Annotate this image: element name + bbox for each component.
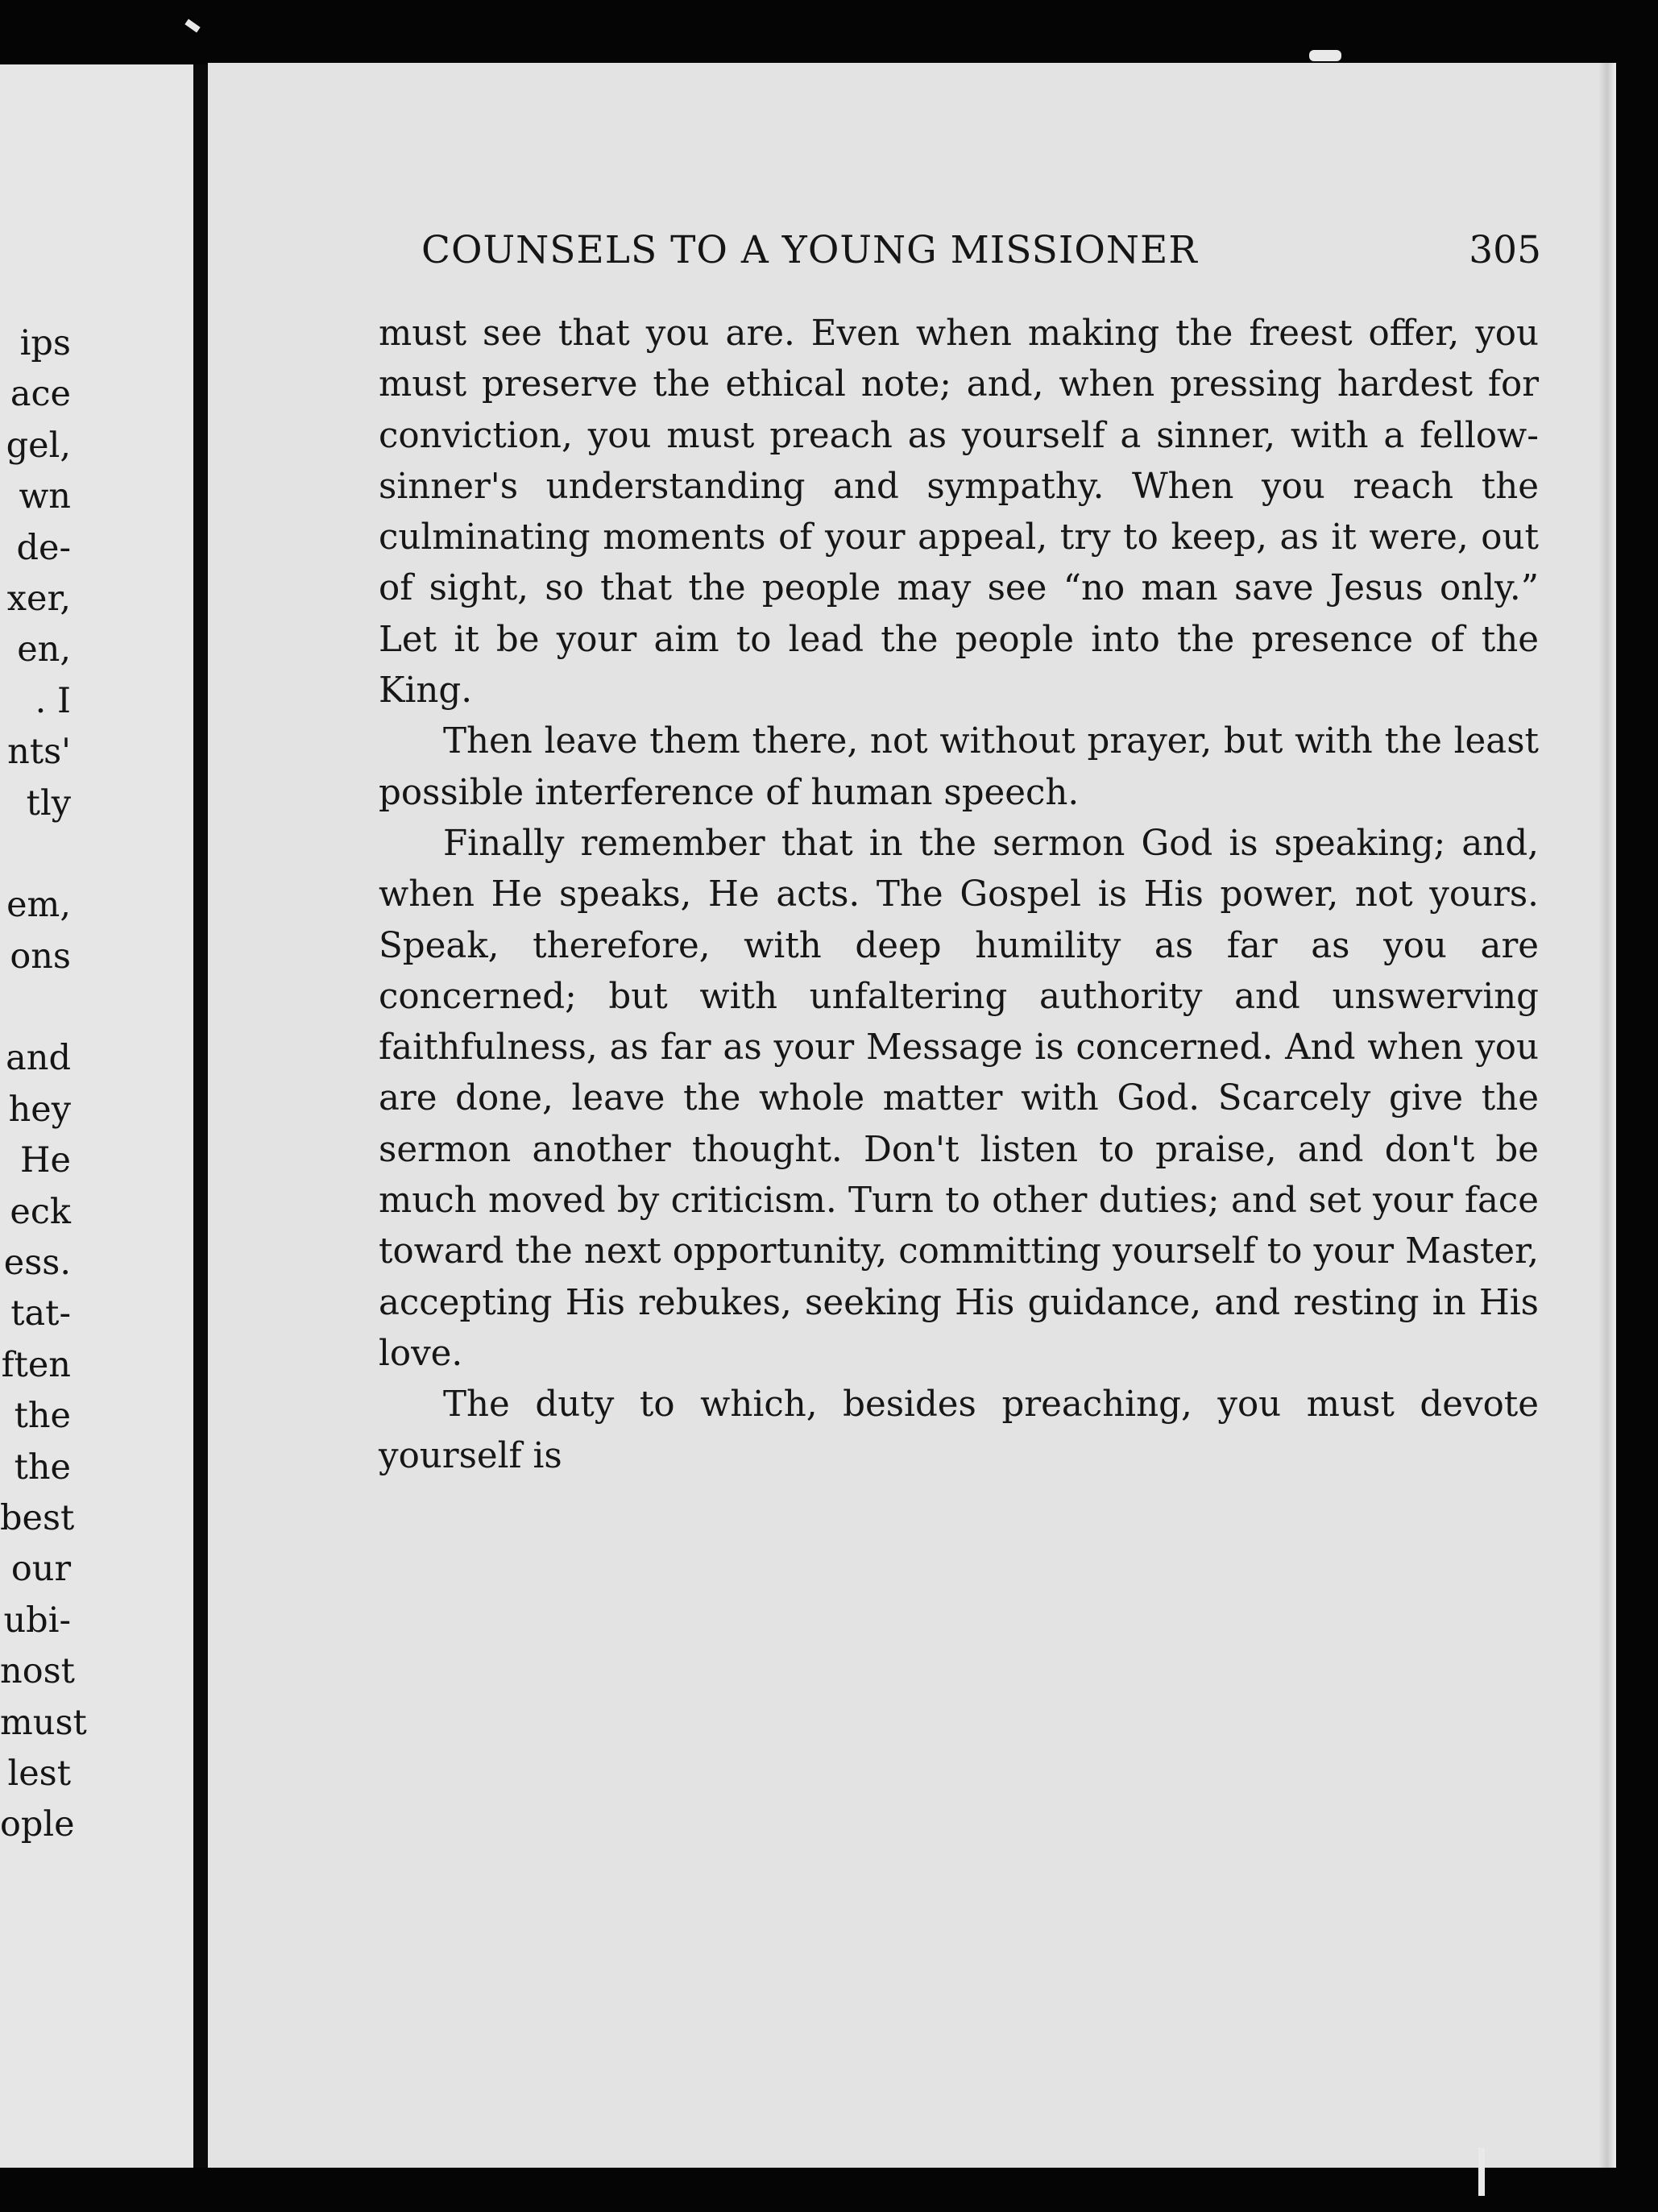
paragraph-2: Then leave them there, not without prayer, but with the least possible interference of human speech.: [379, 721, 1539, 813]
left-fragment-line: ess.: [3, 1243, 71, 1284]
paragraph-4: The duty to which, besides preaching, you must devote yourself is: [379, 1384, 1539, 1476]
left-fragment-line: ips: [19, 323, 71, 363]
left-fragment-line: nost: [0, 1651, 75, 1692]
left-fragment-line: de-: [16, 527, 71, 568]
left-fragment-line: ople: [0, 1804, 75, 1845]
left-fragment-line: xer,: [6, 578, 71, 619]
left-fragment-line: nts': [7, 732, 71, 773]
left-fragment-line: hey: [8, 1089, 71, 1130]
page-number: 305: [1469, 228, 1541, 272]
left-fragment-line: the: [14, 1396, 71, 1437]
left-fragment-line: ften: [1, 1344, 71, 1385]
paragraph-3: Finally remember that in the sermon God is speaking; and, when He speaks, He acts. The Gospel is His power, not yours. Speak, therefore, with deep humility as far as you are concerned; but with unfaltering authority and unswerving faithfulness, as far as your Message is concerned. And when you are done, leave the whole matter with God. Scarcely give the sermon another thought. Don't listen to praise, and don't be much moved by criticism. Turn to other duties; and set your face toward the next opportunity, committing yourself to your Master, accepting His rebukes, seeking His guidance, and resting in His love.: [379, 823, 1539, 1374]
left-fragment-line: . I: [35, 680, 71, 721]
left-fragment-line: wn: [19, 476, 71, 517]
book-gutter: [193, 64, 208, 2168]
left-fragment-line: [0, 982, 193, 1033]
left-fragment-line: gel,: [6, 425, 71, 466]
scan-artifact-bottom-right: [1478, 2148, 1485, 2196]
running-title: COUNSELS TO A YOUNG MISSIONER: [421, 228, 1198, 272]
running-header: [421, 228, 1541, 284]
left-fragment-line: and: [6, 1038, 71, 1079]
left-fragment-line: ubi-: [3, 1600, 71, 1641]
body-text: [379, 309, 1539, 1482]
left-fragment-line: He: [20, 1140, 71, 1181]
left-fragment-line: ons: [10, 936, 71, 977]
left-facing-page: [0, 64, 193, 2168]
left-fragment-line: tly: [26, 782, 71, 824]
left-fragment-line: [0, 829, 193, 880]
paragraph-1: must see that you are. Even when making the freest offer, you must preserve the ethical note; and, when pressing hardest for conviction, you must preach as yourself a sinner, with a fellow-sinner's understanding and sympathy. When you reach the culminating moments of your appeal, try to keep, as it were, out of sight, so that the people may see “no man save Jesus only.” Let it be your aim to lead the people into the presence of the King.: [379, 313, 1539, 712]
right-page: [208, 63, 1616, 2168]
scan-artifact-top-right: [1309, 50, 1341, 61]
left-fragment-line: tat-: [10, 1293, 71, 1334]
page-edge: [1598, 63, 1616, 2168]
left-fragment-line: lest: [7, 1753, 71, 1794]
left-fragment-line: eck: [10, 1191, 71, 1232]
left-fragment-line: best: [0, 1497, 75, 1538]
left-fragment-line: the: [14, 1446, 71, 1488]
left-fragment-line: must: [0, 1702, 87, 1743]
left-fragment-line: our: [10, 1549, 71, 1590]
left-page-line-fragments: [0, 318, 193, 1851]
left-fragment-line: ace: [10, 374, 71, 415]
left-fragment-line: en,: [17, 629, 71, 670]
left-fragment-line: em,: [6, 885, 71, 926]
scan-artifact-top-left: [184, 19, 200, 33]
